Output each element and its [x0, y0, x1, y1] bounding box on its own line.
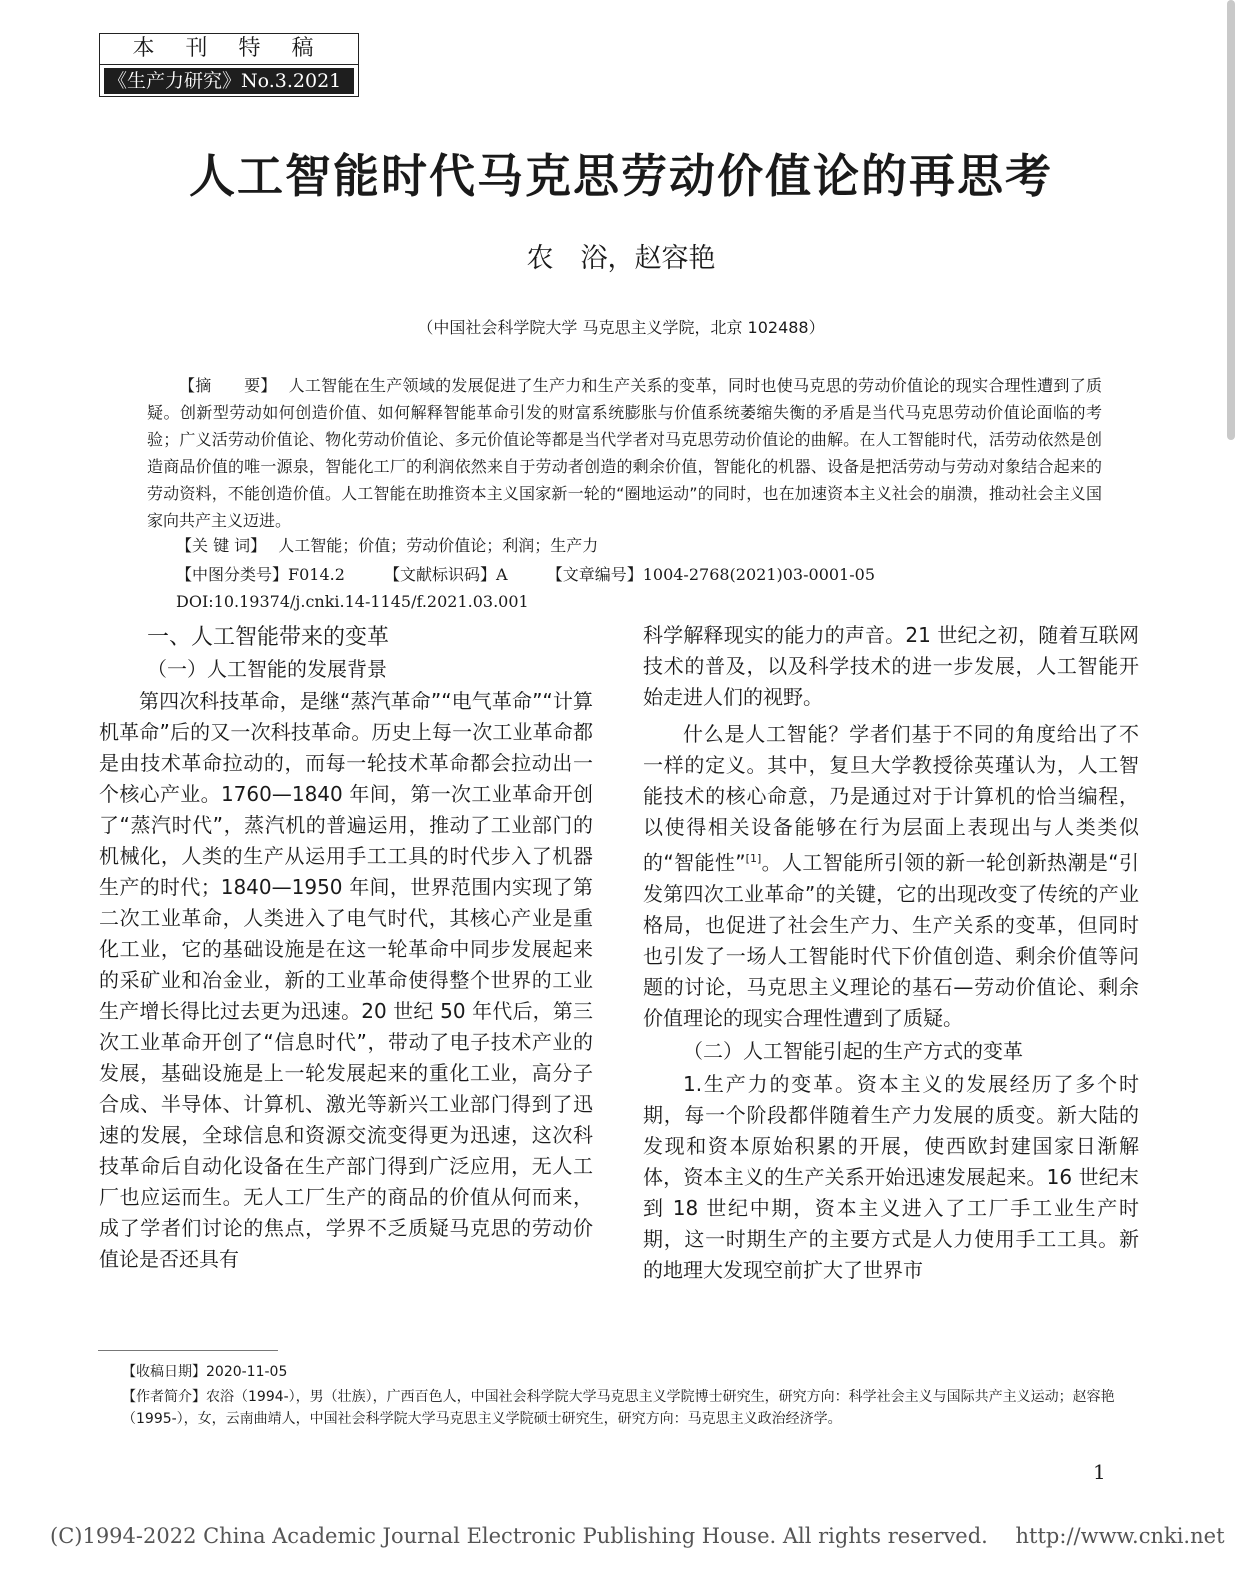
abstract-label: 【摘 要】 [179, 376, 277, 395]
journal-issue-label: 《生产力研究》No.3.2021 [104, 68, 354, 94]
right-paragraph-1: 科学解释现实的能力的声音。21 世纪之初，随着互联网技术的普及，以及科学技术的进一步发展，人工智能开始走进人们的视野。 [643, 623, 1139, 709]
right-column-body [643, 620, 1139, 1286]
article-number-value: 1004-2768(2021)03-0001-05 [642, 565, 875, 584]
right-paragraph-2 [643, 719, 1139, 1034]
clc-label: 【中图分类号】 [176, 565, 289, 584]
abstract-text: 人工智能在生产领域的发展促进了生产力和生产关系的变革，同时也使马克思的劳动价值论的现实合理性遭到了质疑。创新型劳动如何创造价值、如何解释智能革命引发的财富系统膨胀与价值系统萎缩失衡的矛盾是当代马克思劳动价值论面临的考验；广义活劳动价值论、物化劳动价值论、多元价值论等都是当代学者对马克思劳动价值论的曲解。在人工智能时代，活劳动依然是创造商品价值的唯一源泉，智能化工厂的利润依然来自于劳动者创造的剩余价值，智能化的机器、设备是把活劳动与劳动对象结合起来的劳动资料，不能创造价值。人工智能在助推资本主义国家新一轮的“圈地运动”的同时，也在加速资本主义社会的崩溃，推动社会主义国家向共产主义迈进。 [147, 376, 1102, 530]
article-title: 人工智能时代马克思劳动价值论的再思考 [189, 149, 1053, 203]
doc-value: A [496, 565, 508, 584]
section-heading-1: 一、人工智能带来的变革 [147, 625, 390, 650]
right-paragraph-3: 1.生产力的变革。资本主义的发展经历了多个时期，每一个阶段都伴随着生产力发展的质变。新大陆的发现和资本原始积累的开展，使西欧封建国家日渐解体，资本主义的生产关系开始迅速发展起来。16 世纪末到 18 世纪中期，资本主义进入了工厂手工业生产时期，这一时期生产的主要方式是人力使用手工工具。新的地理大发现空前扩大了世界市 [643, 1071, 1139, 1282]
page-number: 1 [1093, 1460, 1106, 1484]
column-label: 本 刊 特 稿 [100, 34, 358, 65]
keywords-text: 人工智能；价值；劳动价值论；利润；生产力 [278, 536, 599, 555]
vertical-scrollbar[interactable] [1227, 0, 1235, 1573]
right-paragraph-2-text: 什么是人工智能？学者们基于不同的角度给出了不一样的定义。其中，复旦大学教授徐英瑾认为，人工智能技术的核心命意，乃是通过对于计算机的恰当编程，以使得相关设备能够在行为层面上表现出与人类类似的“智能性” [643, 722, 1139, 875]
left-paragraph: 第四次科技革命，是继“蒸汽革命”“电气革命”“计算机革命”后的又一次科技革命。历史上每一次工业革命都是由技术革命拉动的，而每一轮技术革命都会拉动出一个核心产业。1760—1840 年间，第一次工业革命开创了“蒸汽时代”，蒸汽机的普遍运用，推动了工业部门的机械化，人类的生产从运用手工工具的时代步入了机器生产的时代；1840—1950 年间，世界范围内实现了第二次工业革命，人类进入了电气时代，其核心产业是重化工业，它的基础设施是在这一轮革命中同步发展起来的采矿业和冶金业，新的工业革命使得整个世界的工业生产增长得比过去更为迅速。20 世纪 50 年代后，第三次工业革命开创了“信息时代”，带动了电子技术产业的发展，基础设施是上一轮发展起来的重化工业，高分子合成、半导体、计算机、激光等新兴工业部门得到了迅速的发展，全球信息和资源交流变得更为迅速，这次科技革命后自动化设备在生产部门得到广泛应用，无人工厂也应运而生。无人工厂生产的商品的价值从何而来，成了学者们讨论的焦点，学界不乏质疑马克思的劳动价值论是否还具有 [99, 689, 593, 1271]
doi: DOI:10.19374/j.cnki.14-1145/f.2021.03.001 [176, 592, 529, 611]
citation-ref: [1] [745, 852, 762, 865]
column-label-box [99, 33, 359, 97]
subsection-heading-2: （二）人工智能引起的生产方式的变革 [683, 1038, 1023, 1063]
classification-line [176, 562, 875, 585]
article-number-label: 【文章编号】 [546, 565, 643, 584]
footnote-rule [98, 1350, 278, 1351]
article-authors: 农 浴，赵容艳 [526, 243, 716, 274]
footnote-received: 【收稿日期】2020-11-05 [122, 1364, 288, 1380]
left-column-body [99, 686, 593, 1275]
doc-label: 【文献标识码】 [384, 565, 497, 584]
author-affiliation: （中国社会科学院大学 马克思主义学院，北京 102488） [417, 318, 825, 337]
clc-value: F014.2 [288, 565, 345, 584]
keywords-label: 【关 键 词】 [176, 536, 267, 555]
copyright-line: (C)1994-2022 China Academic Journal Electronic Publishing House. All rights reserved. http://www.cnki.net [50, 1524, 1225, 1548]
footnote-authors: 【作者简介】农浴（1994-），男（壮族），广西百色人，中国社会科学院大学马克思主义学院博士研究生，研究方向：科学社会主义与国际共产主义运动；赵容艳（1995-），女，云南曲靖人，中国社会科学院大学马克思主义学院硕士研究生，研究方向：马克思主义政治经济学。 [122, 1389, 1115, 1427]
keywords-line [176, 533, 598, 556]
scrollbar-thumb[interactable] [1227, 0, 1235, 440]
right-paragraph-2-tail: 。人工智能所引领的新一轮创新热潮是“引发第四次工业革命”的关键，它的出现改变了传统的产业格局，也促进了社会生产力、生产关系的变革，但同时也引发了一场人工智能时代下价值创造、剩余价值等问题的讨论，马克思主义理论的基石—劳动价值论、剩余价值理论的现实合理性遭到了质疑。 [643, 850, 1139, 1030]
subsection-heading-1: （一）人工智能的发展背景 [147, 657, 387, 681]
abstract [147, 372, 1102, 534]
